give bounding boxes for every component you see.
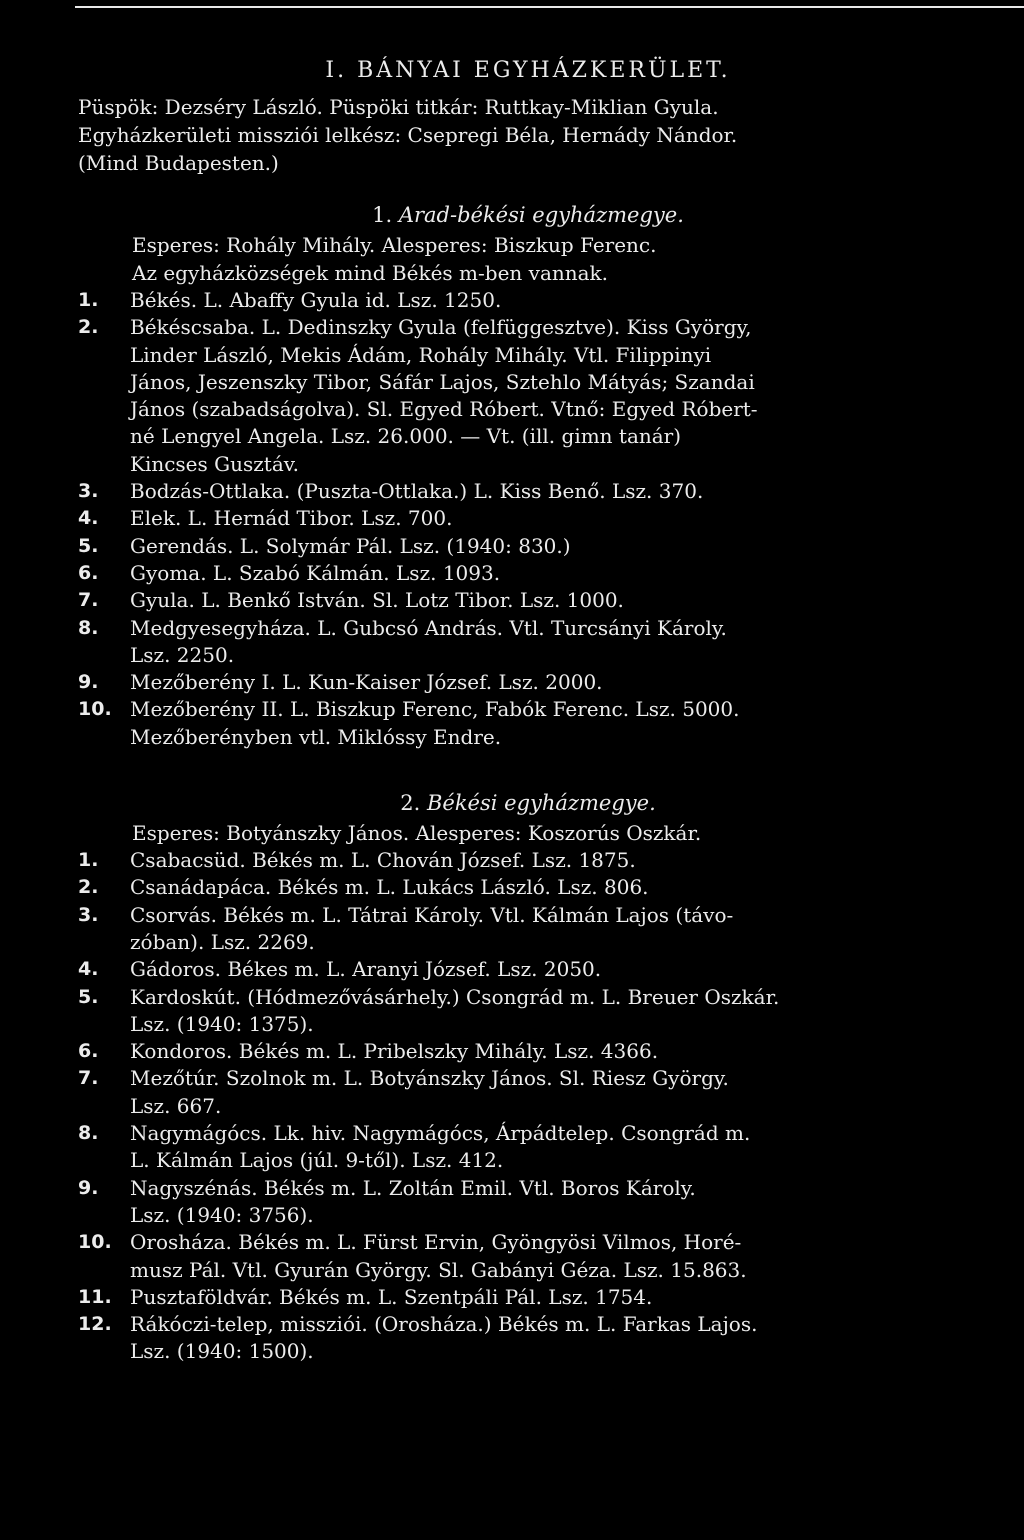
entry-line: Nagyszénás. Békés m. L. Zoltán Emil. Vtl. Boros Károly. bbox=[130, 1175, 696, 1200]
header-line: Az egyházközségek mind Békés m-ben vannak. bbox=[132, 261, 609, 285]
entry-text bbox=[130, 874, 978, 901]
entry-text bbox=[130, 560, 978, 587]
entry-text bbox=[130, 696, 978, 751]
entry-line: Békés. L. Abaffy Gyula id. Lsz. 1250. bbox=[130, 288, 502, 312]
entry-text bbox=[130, 1065, 978, 1120]
entry-line: Lsz. 2250. bbox=[130, 642, 235, 667]
section-heading bbox=[78, 789, 978, 817]
entry-line: Bodzás-Ottlaka. (Puszta-Ottlaka.) L. Kiss Benő. Lsz. 370. bbox=[130, 479, 704, 504]
entry-number: 6. bbox=[78, 561, 99, 584]
entry-line: Csabacsüd. Békés m. L. Chován József. Lsz. 1875. bbox=[130, 848, 636, 873]
section-number: 1. bbox=[372, 203, 399, 227]
entry-text bbox=[130, 902, 978, 957]
list-item bbox=[78, 1065, 978, 1120]
entry-line: Elek. L. Hernád Tibor. Lsz. 700. bbox=[130, 506, 453, 531]
list-item bbox=[78, 587, 978, 614]
entry-line: Pusztaföldvár. Békés m. L. Szentpáli Pál. Lsz. 1754. bbox=[130, 1284, 653, 1309]
list-item bbox=[78, 560, 978, 587]
entry-text bbox=[130, 533, 978, 560]
entry-number: 10. bbox=[78, 698, 112, 721]
list-item bbox=[78, 1120, 978, 1175]
entry-number: 6. bbox=[78, 1040, 99, 1063]
entry-line: Linder László, Mekis Ádám, Rohály Mihály. Vtl. Filippinyi bbox=[130, 342, 712, 367]
entry-line: L. Kálmán Lajos (júl. 9-től). Lsz. 412. bbox=[130, 1148, 504, 1173]
header-line: Esperes: Botyánszky János. Alesperes: Koszorús Oszkár. bbox=[132, 821, 702, 846]
list-item bbox=[78, 847, 978, 874]
entry-line: Mezőberényben vtl. Miklóssy Endre. bbox=[130, 724, 502, 749]
entry-text bbox=[130, 478, 978, 505]
intro-line: Püspök: Dezséry László. Püspöki titkár: Ruttkay-Miklian Gyula. bbox=[78, 95, 719, 119]
entry-number: 8. bbox=[78, 616, 99, 639]
section-spacer bbox=[78, 177, 978, 191]
sections bbox=[78, 177, 978, 1366]
section-1 bbox=[78, 177, 978, 751]
section-2 bbox=[78, 751, 978, 1366]
entry-number: 5. bbox=[78, 534, 99, 557]
entry-line: Mezőberény II. L. Biszkup Ferenc, Fabók Ferenc. Lsz. 5000. bbox=[130, 697, 740, 722]
entry-line: Rákóczi-telep, missziói. (Orosháza.) Békés m. L. Farkas Lajos. bbox=[130, 1312, 758, 1337]
list-item bbox=[78, 1038, 978, 1065]
section-spacer bbox=[78, 751, 978, 779]
entry-number: 3. bbox=[78, 903, 99, 926]
entry-text bbox=[130, 669, 978, 696]
list-item bbox=[78, 956, 978, 983]
entry-line: Gádoros. Békes m. L. Aranyi József. Lsz. 2050. bbox=[130, 957, 602, 982]
list-item bbox=[78, 615, 978, 670]
list-item bbox=[78, 533, 978, 560]
entry-line: Kondoros. Békés m. L. Pribelszky Mihály. Lsz. 4366. bbox=[130, 1039, 659, 1064]
entry-line: Mezőberény I. L. Kun-Kaiser József. Lsz. 2000. bbox=[130, 670, 603, 695]
entry-line: Gyula. L. Benkő István. Sl. Lotz Tibor. Lsz. 1000. bbox=[130, 588, 624, 613]
list-item bbox=[78, 478, 978, 505]
entry-text bbox=[130, 505, 978, 532]
entry-number: 9. bbox=[78, 671, 99, 694]
entry-text bbox=[130, 587, 978, 614]
entry-text bbox=[130, 1229, 978, 1284]
list-item bbox=[78, 902, 978, 957]
entry-line: János, Jeszenszky Tibor, Sáfár Lajos, Sztehlo Mátyás; Szandai bbox=[130, 369, 755, 394]
entry-text bbox=[130, 1038, 978, 1065]
entry-line: Csorvás. Békés m. L. Tátrai Károly. Vtl. Kálmán Lajos (távo- bbox=[130, 902, 734, 927]
entry-text bbox=[130, 615, 978, 670]
entry-line: Lsz. 667. bbox=[130, 1093, 222, 1118]
entry-number: 4. bbox=[78, 507, 99, 530]
entry-line: Lsz. (1940: 1500). bbox=[130, 1339, 314, 1364]
list-item bbox=[78, 314, 978, 478]
entry-line: Medgyesegyháza. L. Gubcsó András. Vtl. Turcsányi Károly. bbox=[130, 615, 727, 640]
list-item bbox=[78, 1284, 978, 1311]
list-item bbox=[78, 1311, 978, 1366]
entry-number: 5. bbox=[78, 985, 99, 1008]
entry-line: né Lengyel Angela. Lsz. 26.000. — Vt. (ill. gimn tanár) bbox=[130, 424, 682, 449]
entry-text bbox=[130, 1120, 978, 1175]
entry-text bbox=[130, 1311, 978, 1366]
entry-line: Kardoskút. (Hódmezővásárhely.) Csongrád m. L. Breuer Oszkár. bbox=[130, 984, 780, 1009]
entry-line: Kincses Gusztáv. bbox=[130, 451, 300, 476]
list-item bbox=[78, 874, 978, 901]
intro-line: (Mind Budapesten.) bbox=[78, 151, 279, 175]
entry-line: János (szabadságolva). Sl. Egyed Róbert. Vtnő: Egyed Róbert- bbox=[130, 397, 758, 422]
list-item bbox=[78, 696, 978, 751]
entry-line: Gerendás. L. Solymár Pál. Lsz. (1940: 830.) bbox=[130, 533, 571, 558]
section-title: Békési egyházmegye. bbox=[426, 791, 656, 816]
entry-text bbox=[130, 314, 978, 478]
entry-number: 3. bbox=[78, 480, 99, 503]
header-line: Esperes: Rohály Mihály. Alesperes: Biszkup Ferenc. bbox=[132, 233, 657, 257]
entry-number: 1. bbox=[78, 849, 99, 872]
list-item bbox=[78, 505, 978, 532]
entry-line: Lsz. (1940: 3756). bbox=[130, 1202, 314, 1227]
entry-number: 11. bbox=[78, 1285, 112, 1308]
entry-text bbox=[130, 1175, 978, 1230]
section-header-lines bbox=[78, 231, 978, 287]
entry-line: Békéscsaba. L. Dedinszky Gyula (felfüggesztve). Kiss György, bbox=[130, 315, 752, 340]
entry-number: 8. bbox=[78, 1122, 99, 1145]
entry-number: 7. bbox=[78, 1067, 99, 1090]
list-item bbox=[78, 984, 978, 1039]
list-item bbox=[78, 669, 978, 696]
entry-number: 2. bbox=[78, 316, 99, 339]
entry-number: 2. bbox=[78, 876, 99, 899]
entry-text bbox=[130, 287, 978, 314]
list-item bbox=[78, 1229, 978, 1284]
entry-line: Csanádapáca. Békés m. L. Lukács László. Lsz. 806. bbox=[130, 875, 649, 900]
section-number: 2. bbox=[400, 791, 427, 816]
entry-number: 12. bbox=[78, 1313, 112, 1336]
entry-line: zóban). Lsz. 2269. bbox=[130, 929, 315, 954]
entry-line: Mezőtúr. Szolnok m. L. Botyánszky János. Sl. Riesz György. bbox=[130, 1066, 729, 1091]
entry-text bbox=[130, 984, 978, 1039]
entry-line: Lsz. (1940: 1375). bbox=[130, 1011, 314, 1036]
entry-text bbox=[130, 956, 978, 983]
entry-number: 4. bbox=[78, 958, 99, 981]
section-header-lines bbox=[78, 819, 978, 847]
list-item bbox=[78, 1175, 978, 1230]
section-heading bbox=[78, 201, 978, 229]
entry-text bbox=[130, 847, 978, 874]
page-title: I. BÁNYAI EGYHÁZKERÜLET. bbox=[325, 58, 731, 83]
entry-line: Gyoma. L. Szabó Kálmán. Lsz. 1093. bbox=[130, 560, 501, 585]
list-item bbox=[78, 287, 978, 314]
page-content bbox=[78, 58, 978, 1366]
entry-line: musz Pál. Vtl. Gyurán György. Sl. Gabányi Géza. Lsz. 15.863. bbox=[130, 1257, 747, 1282]
entry-number: 9. bbox=[78, 1176, 99, 1199]
entry-text bbox=[130, 1284, 978, 1311]
entry-line: Orosháza. Békés m. L. Fürst Ervin, Gyöngyösi Vilmos, Horé- bbox=[130, 1230, 742, 1255]
entry-number: 10. bbox=[78, 1231, 112, 1254]
intro-line: Egyházkerületi missziói lelkész: Csepregi Béla, Hernády Nándor. bbox=[78, 123, 738, 147]
intro-paragraph bbox=[78, 93, 978, 177]
entry-line: Nagymágócs. Lk. hiv. Nagymágócs, Árpádtelep. Csongrád m. bbox=[130, 1121, 751, 1146]
section-title: Arad-békési egyházmegye. bbox=[398, 203, 684, 227]
entry-number: 1. bbox=[78, 289, 99, 311]
entry-number: 7. bbox=[78, 589, 99, 612]
top-rule bbox=[75, 6, 1024, 8]
